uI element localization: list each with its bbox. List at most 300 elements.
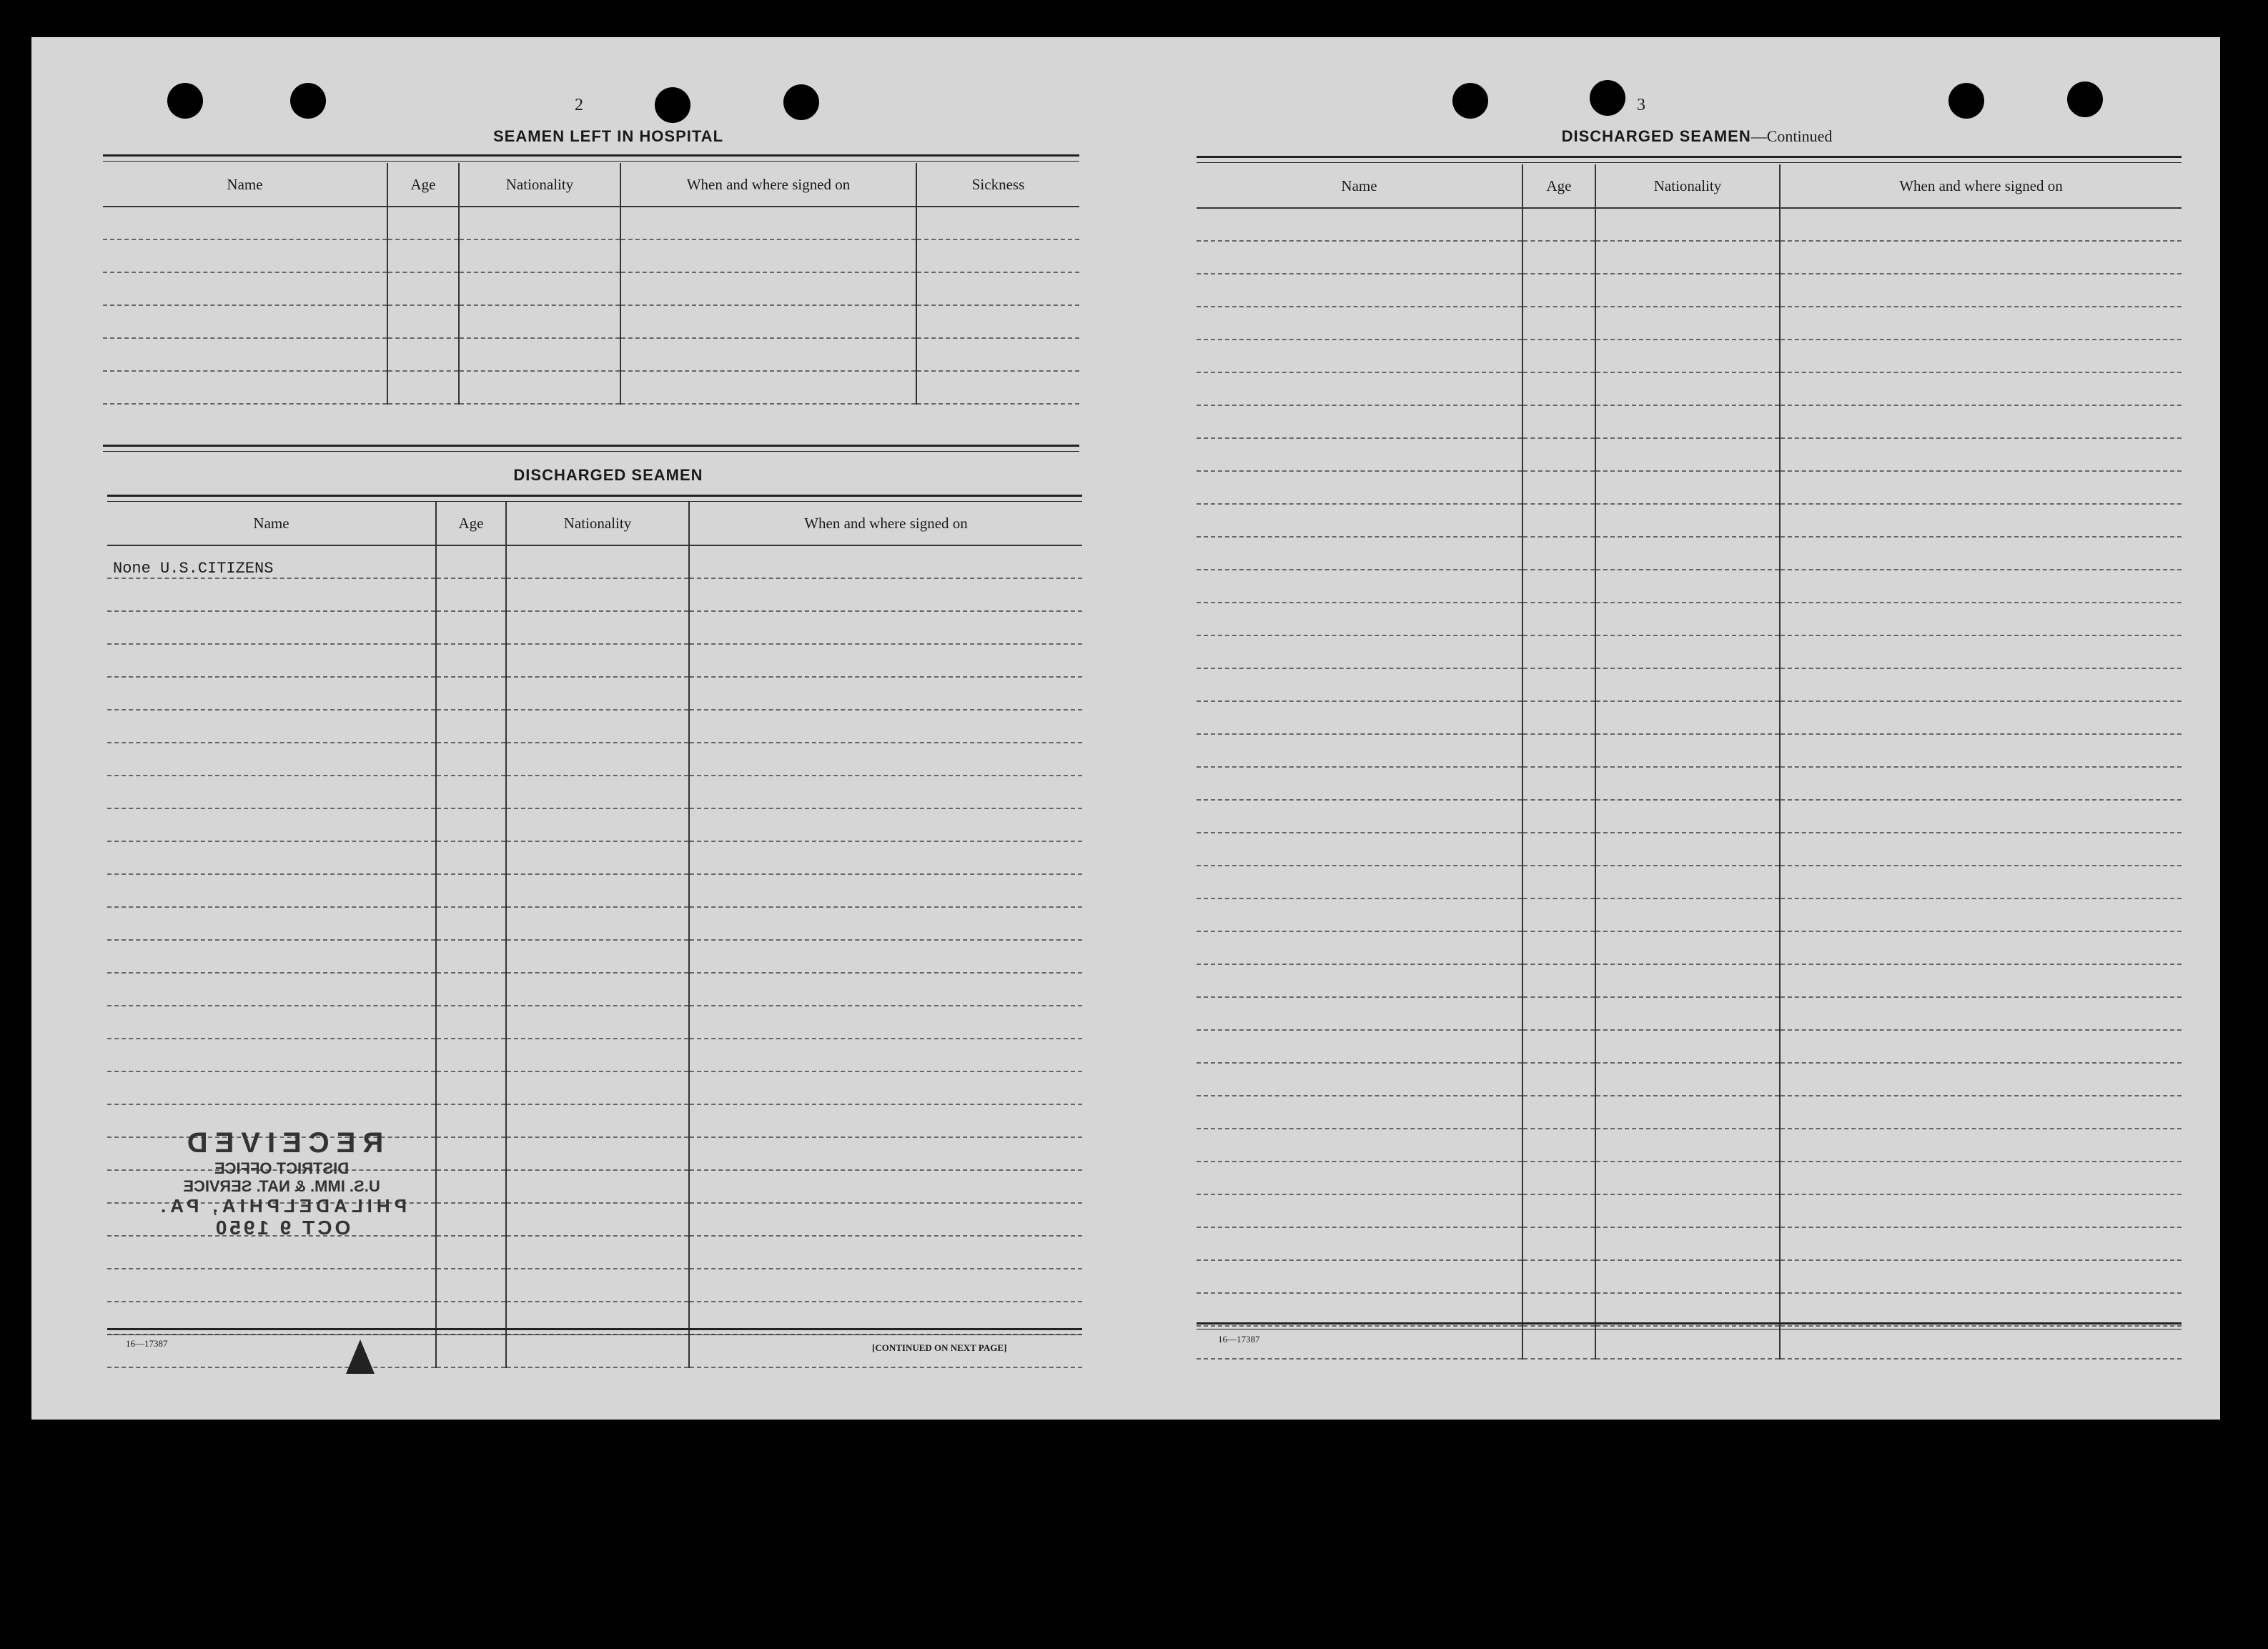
- table-cell: [1595, 833, 1780, 866]
- table-cell: [1522, 931, 1595, 964]
- table-row: [107, 644, 1082, 677]
- table-cell: [1197, 866, 1522, 898]
- table-cell: [689, 940, 1082, 973]
- table-cell: [1595, 1096, 1780, 1129]
- table-cell: [436, 973, 506, 1006]
- table-cell: [506, 874, 689, 907]
- table-cell: [103, 305, 387, 338]
- table-cell: [1780, 1194, 2182, 1227]
- table-cell: [620, 272, 916, 305]
- table-row: [1197, 767, 2182, 800]
- table-cell: [1197, 471, 1522, 504]
- table-cell: [436, 611, 506, 644]
- table-cell: [436, 776, 506, 808]
- table-cell: [436, 1170, 506, 1203]
- table-cell: [1595, 1227, 1780, 1260]
- table-cell: [459, 272, 620, 305]
- table-cell: [1595, 1162, 1780, 1194]
- table-cell: [689, 1203, 1082, 1236]
- table-cell: [1780, 208, 2182, 241]
- table-cell: [689, 677, 1082, 710]
- table-cell: [1595, 931, 1780, 964]
- table-row: [103, 305, 1079, 338]
- column-header-nationality: Nationality: [1595, 164, 1780, 208]
- table-cell: [506, 973, 689, 1006]
- table-cell: [689, 973, 1082, 1006]
- table-cell: [103, 272, 387, 305]
- table-cell: [506, 743, 689, 776]
- table-cell: [107, 808, 436, 841]
- table-cell: [1522, 241, 1595, 274]
- table-cell: [1197, 241, 1522, 274]
- table-row: [103, 272, 1079, 305]
- table-row: [107, 710, 1082, 743]
- table-cell: [1522, 603, 1595, 635]
- table-cell: [689, 545, 1082, 578]
- table-row: [1197, 635, 2182, 668]
- table-cell: [689, 611, 1082, 644]
- table-cell: [107, 578, 436, 611]
- table-cell: [1780, 1030, 2182, 1063]
- table-cell: [1595, 997, 1780, 1030]
- table-cell: [916, 338, 1079, 371]
- table-row: [1197, 997, 2182, 1030]
- table-cell: [1780, 1162, 2182, 1194]
- table-cell: [689, 1071, 1082, 1104]
- table-row: [1197, 405, 2182, 438]
- table-cell: [506, 644, 689, 677]
- table-cell: [459, 371, 620, 404]
- table-cell: [1780, 603, 2182, 635]
- table-cell: [1197, 668, 1522, 701]
- table-cell: [689, 841, 1082, 874]
- table-cell: [506, 1203, 689, 1236]
- table-cell: [506, 1334, 689, 1367]
- table-cell: [1197, 603, 1522, 635]
- table-cell: [506, 1269, 689, 1302]
- table-cell: [1780, 340, 2182, 372]
- punch-hole: [1452, 83, 1488, 119]
- table-cell: [506, 776, 689, 808]
- table-cell: [1780, 1129, 2182, 1162]
- table-cell: [1197, 1227, 1522, 1260]
- table-cell: [1780, 767, 2182, 800]
- table-cell: [1780, 833, 2182, 866]
- table-cell: [1522, 898, 1595, 931]
- table-cell: [1595, 1063, 1780, 1096]
- table-cell: [1595, 208, 1780, 241]
- table-cell: [1522, 1227, 1595, 1260]
- table-cell: [1522, 471, 1595, 504]
- table-cell: [1197, 307, 1522, 340]
- table-cell: [436, 907, 506, 940]
- table-cell: [1197, 1293, 1522, 1326]
- table-cell: [436, 808, 506, 841]
- table-cell: [107, 907, 436, 940]
- table-cell: [1522, 1326, 1595, 1359]
- table-cell: [1522, 1293, 1595, 1326]
- table-cell: [689, 743, 1082, 776]
- table-cell: [436, 1104, 506, 1137]
- table-cell: [1595, 1326, 1780, 1359]
- table-cell: [1780, 537, 2182, 570]
- table-cell: [689, 1006, 1082, 1039]
- table-cell: [1197, 767, 1522, 800]
- table-row: [107, 611, 1082, 644]
- continued-note: [CONTINUED ON NEXT PAGE]: [872, 1342, 1007, 1353]
- table-cell: [107, 1269, 436, 1302]
- received-stamp: [146, 1126, 417, 1240]
- table-row: [1197, 1194, 2182, 1227]
- table-row: [107, 841, 1082, 874]
- table-row: [1197, 1162, 2182, 1194]
- table-cell: [506, 1170, 689, 1203]
- table-cell: [506, 545, 689, 578]
- discharged-continued-top-rule: [1197, 156, 2182, 163]
- table-cell: [1197, 635, 1522, 668]
- table-cell: [689, 907, 1082, 940]
- table-row: [103, 371, 1079, 404]
- table-cell: [506, 1006, 689, 1039]
- table-cell: [1780, 274, 2182, 307]
- table-cell: [436, 940, 506, 973]
- table-cell: [1197, 438, 1522, 471]
- table-cell: [689, 644, 1082, 677]
- table-row: [1197, 1030, 2182, 1063]
- table-cell: [1197, 833, 1522, 866]
- table-cell: [689, 808, 1082, 841]
- table-cell: [107, 644, 436, 677]
- table-row: [107, 1006, 1082, 1039]
- discharged-continued-table: [1197, 164, 2182, 1360]
- table-cell: [506, 940, 689, 973]
- table-cell: [1197, 1162, 1522, 1194]
- stamp-line: U.S. IMM. & NAT. SERVICE: [183, 1177, 380, 1196]
- table-cell: [506, 578, 689, 611]
- table-cell: [1595, 668, 1780, 701]
- table-cell: [689, 776, 1082, 808]
- table-cell: [1780, 1326, 2182, 1359]
- table-row: [1197, 1063, 2182, 1096]
- table-cell: [1197, 931, 1522, 964]
- table-cell: [1780, 1096, 2182, 1129]
- stamp-line: OCT 9 1950: [212, 1217, 351, 1239]
- table-cell: [103, 239, 387, 272]
- table-cell: [1197, 734, 1522, 767]
- table-row: [1197, 701, 2182, 734]
- table-row: [107, 1236, 1082, 1269]
- table-cell: [1522, 866, 1595, 898]
- table-cell: [1522, 208, 1595, 241]
- table-cell: [1522, 537, 1595, 570]
- hospital-header-row: [103, 163, 1079, 207]
- column-header-age: Age: [387, 163, 459, 207]
- table-cell: [1522, 1030, 1595, 1063]
- table-cell: [1595, 603, 1780, 635]
- table-cell: [506, 808, 689, 841]
- form-number-left: 16—17387: [126, 1338, 168, 1349]
- table-row: [107, 1039, 1082, 1071]
- table-cell: [1780, 997, 2182, 1030]
- page-number-left: 2: [575, 96, 583, 114]
- table-cell: [1595, 372, 1780, 405]
- table-cell: [1197, 570, 1522, 603]
- table-cell: [1595, 438, 1780, 471]
- table-cell: [1522, 1063, 1595, 1096]
- column-header-age: Age: [1522, 164, 1595, 208]
- stamp-arrow-mark: [346, 1339, 375, 1374]
- table-cell: [689, 1236, 1082, 1269]
- table-row: [107, 808, 1082, 841]
- table-row: [1197, 898, 2182, 931]
- table-cell: [387, 272, 459, 305]
- table-cell: [1522, 833, 1595, 866]
- table-cell: [436, 677, 506, 710]
- column-header-name: Name: [107, 502, 436, 545]
- table-cell: [1780, 734, 2182, 767]
- column-header-sickness: Sickness: [916, 163, 1079, 207]
- table-cell: [1595, 537, 1780, 570]
- column-header-signed-on: When and where signed on: [1780, 164, 2182, 208]
- table-cell: [436, 1236, 506, 1269]
- table-cell: [1197, 405, 1522, 438]
- table-cell: [1595, 471, 1780, 504]
- table-cell: [1595, 1194, 1780, 1227]
- table-cell: [436, 1071, 506, 1104]
- punch-hole: [167, 83, 203, 119]
- punch-hole: [2067, 81, 2103, 117]
- table-cell: [1197, 504, 1522, 537]
- table-cell: [1780, 668, 2182, 701]
- table-cell: [107, 1071, 436, 1104]
- table-cell: [1780, 931, 2182, 964]
- table-row: [107, 545, 1082, 578]
- discharged-continued-title-text: DISCHARGED SEAMEN: [1561, 127, 1751, 145]
- table-cell: [107, 1006, 436, 1039]
- table-cell: [1780, 1293, 2182, 1326]
- discharged-bottom-rule: [107, 1328, 1082, 1335]
- table-cell: [1780, 372, 2182, 405]
- table-row: [1197, 1096, 2182, 1129]
- table-cell: [107, 973, 436, 1006]
- table-cell: [1595, 307, 1780, 340]
- column-header-nationality: Nationality: [459, 163, 620, 207]
- stamp-line: DISTRICT OFFICE: [214, 1159, 350, 1177]
- table-cell: [1522, 1260, 1595, 1293]
- table-cell: [459, 239, 620, 272]
- table-cell: [1595, 800, 1780, 833]
- punch-hole: [1948, 83, 1984, 119]
- table-cell: [387, 371, 459, 404]
- table-cell: [1197, 997, 1522, 1030]
- table-cell: [506, 1039, 689, 1071]
- discharged-header-row: [107, 502, 1082, 545]
- table-cell: [1522, 701, 1595, 734]
- table-row: [1197, 340, 2182, 372]
- table-row: [107, 677, 1082, 710]
- table-cell: [1595, 274, 1780, 307]
- table-cell: [107, 841, 436, 874]
- table-cell: [1595, 340, 1780, 372]
- table-cell: [1780, 438, 2182, 471]
- table-row: [1197, 274, 2182, 307]
- table-row: [107, 1071, 1082, 1104]
- table-cell: [1595, 1030, 1780, 1063]
- table-cell: [1197, 372, 1522, 405]
- table-cell: [436, 644, 506, 677]
- table-cell: [620, 239, 916, 272]
- table-row: [1197, 307, 2182, 340]
- table-cell: [1197, 964, 1522, 997]
- table-cell: [1197, 898, 1522, 931]
- table-cell: [1522, 1096, 1595, 1129]
- table-row: [1197, 833, 2182, 866]
- table-cell: [387, 338, 459, 371]
- table-cell: [916, 305, 1079, 338]
- table-cell: [1595, 241, 1780, 274]
- table-cell: [459, 207, 620, 239]
- table-row: [1197, 1293, 2182, 1326]
- table-cell: [1595, 570, 1780, 603]
- table-cell: [107, 743, 436, 776]
- table-cell: [506, 1071, 689, 1104]
- table-row: [107, 973, 1082, 1006]
- table-cell: [1197, 340, 1522, 372]
- table-row: [1197, 734, 2182, 767]
- table-cell: [916, 239, 1079, 272]
- table-cell: [107, 776, 436, 808]
- table-cell: [436, 841, 506, 874]
- table-cell: [1595, 635, 1780, 668]
- hospital-bottom-rule: [103, 445, 1079, 452]
- table-cell: [1522, 340, 1595, 372]
- table-row: [1197, 537, 2182, 570]
- table-cell: [107, 611, 436, 644]
- hospital-top-rule: [103, 154, 1079, 162]
- table-row: [1197, 372, 2182, 405]
- table-cell: [1780, 1227, 2182, 1260]
- table-cell: [459, 338, 620, 371]
- hospital-table: [103, 163, 1079, 405]
- column-header-nationality: Nationality: [506, 502, 689, 545]
- page-number-right: 3: [1637, 96, 1645, 114]
- table-cell: [1197, 1129, 1522, 1162]
- table-row: [1197, 800, 2182, 833]
- column-header-age: Age: [436, 502, 506, 545]
- table-row: [1197, 241, 2182, 274]
- table-row: [1197, 471, 2182, 504]
- table-row: [103, 207, 1079, 239]
- table-cell: [1595, 405, 1780, 438]
- table-cell: [506, 611, 689, 644]
- table-row: [1197, 438, 2182, 471]
- table-cell: [1780, 866, 2182, 898]
- discharged-top-rule: [107, 495, 1082, 502]
- table-cell: [1780, 471, 2182, 504]
- table-cell: [1197, 1063, 1522, 1096]
- table-cell: [387, 207, 459, 239]
- table-cell: [1197, 800, 1522, 833]
- table-cell: [1595, 866, 1780, 898]
- table-cell: [1780, 800, 2182, 833]
- hospital-section-title: SEAMEN LEFT IN HOSPITAL: [492, 127, 724, 145]
- table-cell: [1522, 570, 1595, 603]
- table-cell: [620, 338, 916, 371]
- table-cell: [107, 874, 436, 907]
- table-cell: [436, 710, 506, 743]
- table-cell: [506, 1104, 689, 1137]
- table-row: [107, 940, 1082, 973]
- table-cell: [620, 207, 916, 239]
- table-cell: [1522, 405, 1595, 438]
- table-cell: [1197, 1260, 1522, 1293]
- table-row: [1197, 1227, 2182, 1260]
- table-cell: [1522, 1129, 1595, 1162]
- table-cell: [436, 874, 506, 907]
- table-row: [1197, 603, 2182, 635]
- table-cell: [689, 710, 1082, 743]
- table-cell: [620, 305, 916, 338]
- table-cell: [1197, 274, 1522, 307]
- column-header-signed-on: When and where signed on: [689, 502, 1082, 545]
- document-sheet: [31, 37, 2220, 1420]
- table-row: [107, 1269, 1082, 1302]
- table-cell: [1780, 241, 2182, 274]
- table-cell: [916, 371, 1079, 404]
- table-cell: [1595, 734, 1780, 767]
- table-cell: [107, 1039, 436, 1071]
- table-cell: [387, 239, 459, 272]
- table-cell: [1522, 800, 1595, 833]
- table-cell: [436, 1006, 506, 1039]
- table-cell: [689, 1170, 1082, 1203]
- table-cell: [1780, 570, 2182, 603]
- table-cell: [1522, 1194, 1595, 1227]
- table-cell: [103, 371, 387, 404]
- table-cell: [1595, 898, 1780, 931]
- table-cell: [689, 1269, 1082, 1302]
- table-cell: [1522, 274, 1595, 307]
- table-cell: [1522, 997, 1595, 1030]
- table-cell: [689, 874, 1082, 907]
- table-cell: [107, 1236, 436, 1269]
- table-cell: [1522, 372, 1595, 405]
- table-cell: [1595, 767, 1780, 800]
- table-cell: [1197, 1096, 1522, 1129]
- table-cell: [506, 907, 689, 940]
- table-cell: [1197, 208, 1522, 241]
- table-cell: [1780, 307, 2182, 340]
- table-row: [107, 776, 1082, 808]
- table-cell: [1780, 405, 2182, 438]
- table-row: [1197, 570, 2182, 603]
- table-cell: [1780, 504, 2182, 537]
- stamp-line: RECEIVED: [179, 1127, 384, 1159]
- table-cell: [506, 1137, 689, 1170]
- table-cell: [1780, 964, 2182, 997]
- table-row: [107, 578, 1082, 611]
- table-cell: [1197, 1030, 1522, 1063]
- table-cell: [1595, 1129, 1780, 1162]
- table-cell: [1522, 635, 1595, 668]
- table-row: [1197, 668, 2182, 701]
- table-cell: [1595, 964, 1780, 997]
- table-cell: [1197, 537, 1522, 570]
- table-cell: [620, 371, 916, 404]
- table-cell: [916, 272, 1079, 305]
- table-cell: [1780, 635, 2182, 668]
- table-cell: [436, 743, 506, 776]
